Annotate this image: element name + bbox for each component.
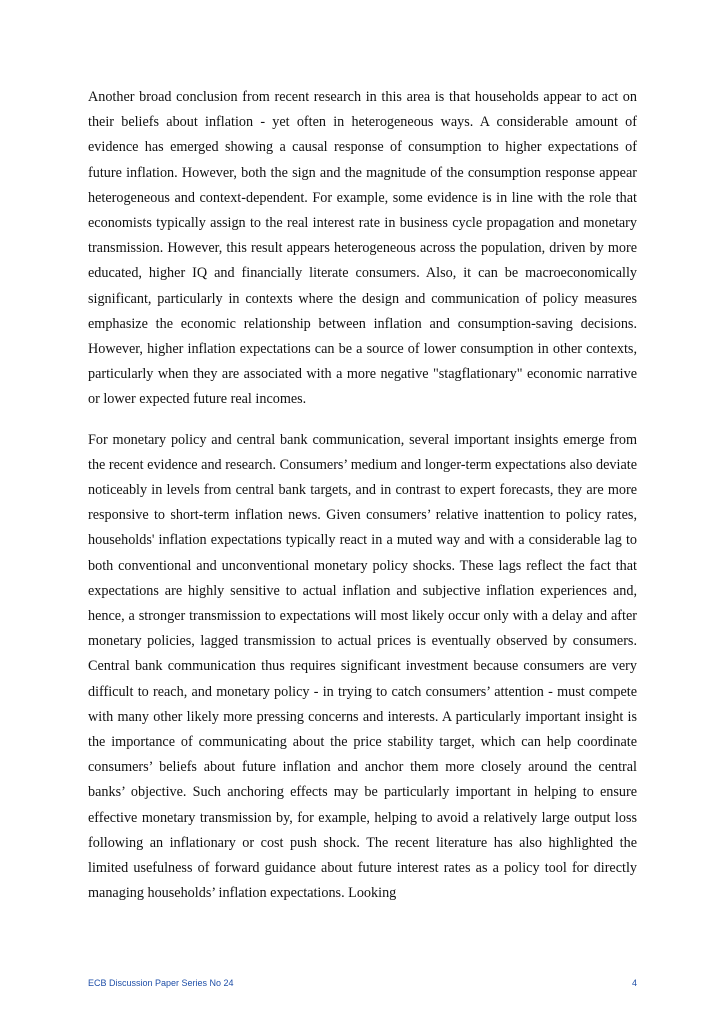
footer-page-number: 4 xyxy=(631,978,637,988)
paragraph-monetary-policy: For monetary policy and central bank communication, several important insights emerge from the recent evidence and research. Consumers’ medium and longer-term expectations also deviate noticeably in levels from central bank targets, and in contrast to expert forecasts, they are more responsive to short-term inflation news. Given consumers’ relative inattention to policy rates, households' inflation expectations typically react in a muted way and with a considerable lag to both conventional and unconventional monetary policy shocks. These lags reflect the fact that expectations are highly sensitive to actual inflation and subjective inflation experiences and, hence, a stronger transmission to expectations will most likely occur only with a delay and after monetary policies, lagged transmission to actual prices is eventually observed by consumers. Central bank communication thus requires significant investment because consumers are very difficult to reach, and monetary policy - in trying to catch consumers’ attention - must compete with many other likely more pressing concerns and interests. A particularly important insight is the importance of communicating about the price stability target, which can help coordinate consumers’ beliefs about future inflation and anchor them more closely around the central banks’ objective. Such anchoring effects may be particularly important in helping to ensure effective monetary transmission by, for example, helping to avoid a relatively large output loss following an inflationary or cost push shock. The recent literature has also highlighted the limited usefulness of forward guidance about future interest rates as a policy tool for directly managing households’ inflation expectations. Looking xyxy=(88,431,637,902)
body-text xyxy=(88,85,637,922)
page-footer xyxy=(88,978,637,994)
paragraph-households-beliefs: Another broad conclusion from recent research in this area is that households appear to act on their beliefs about inflation - yet often in heterogeneous ways. A considerable amount of evidence has emerged showing a causal response of consumption to higher expectations of future inflation. However, both the sign and the magnitude of the consumption response appear heterogeneous and context-dependent. For example, some evidence is in line with the role that economists typically assign to the real interest rate in business cycle propagation and monetary transmission. However, this result appears heterogeneous across the population, driven by more educated, higher IQ and financially literate consumers. Also, it can be macroeconomically significant, particularly in contexts where the design and communication of policy measures emphasize the economic relationship between inflation and consumption-saving decisions. However, higher inflation expectations can be a source of lower consumption in other contexts, particularly when they are associated with a more negative "stagflationary" economic narrative or lower expected future real incomes. xyxy=(88,89,637,408)
footer-series-title: ECB Discussion Paper Series No 24 xyxy=(88,978,234,988)
